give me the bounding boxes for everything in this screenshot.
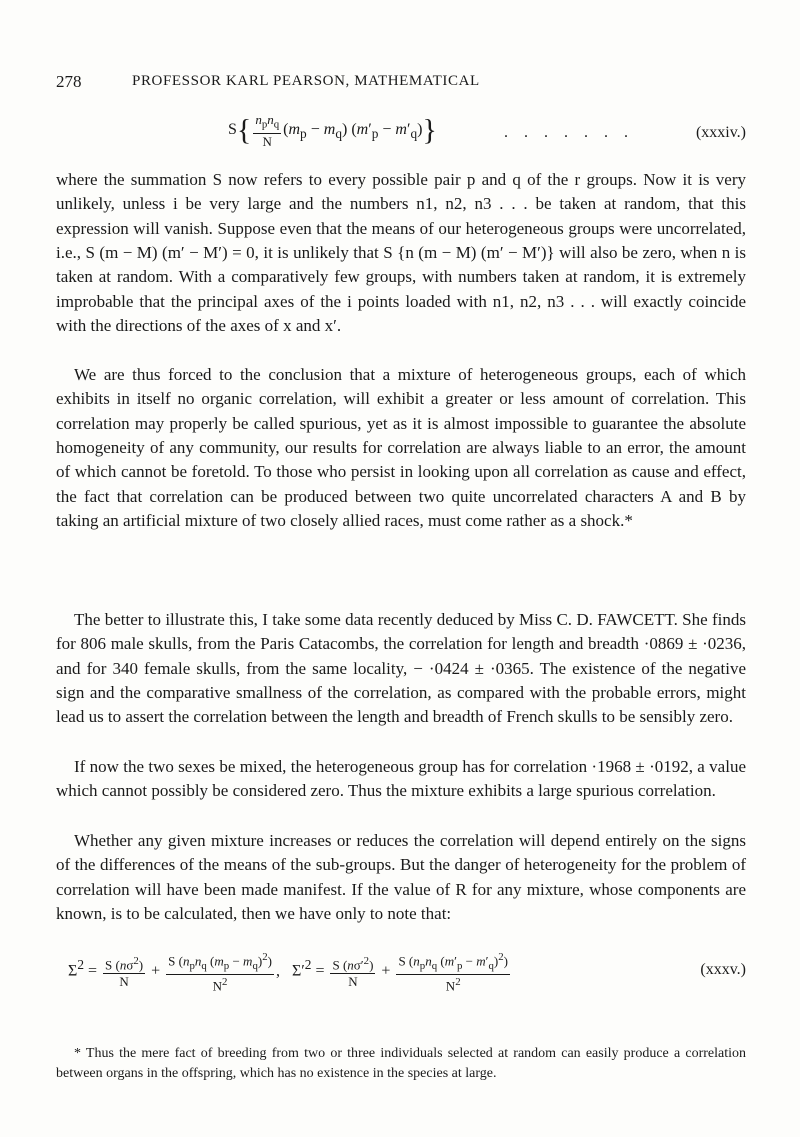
equation-xxxiv-body: S{ $\frac{n_pn_q}{N}$ $(m_p - m_q) (m'_p - m'_q)$} xyxy=(228,112,437,149)
equation-xxxv xyxy=(68,948,746,998)
paragraph-conclusion xyxy=(56,363,746,533)
equation-number: (xxxiv.) xyxy=(695,124,746,141)
footnote xyxy=(56,1044,746,1084)
paragraph-fawcett-data xyxy=(56,608,746,730)
paragraph-text: If now the two sexes be mixed, the heterogeneous group has for correlation ·1968 ± ·0192, a value which cannot possibly be considered zero. Thus the mixture exhibits a large spurious correlation. xyxy=(56,757,746,801)
paragraph-text: where the summation S now refers to every possible pair p and q of the r groups. Now it is very unlikely, unless i be very large and the numbers n1, n2, n3 . . . be taken at random, that this expression will vanish. Suppose even that the means of our heterogeneous groups were uncorrelated, i.e., S (m − M) (m′ − M′) = 0, it is unlikely that S {n (m − M) (m′ − M′)} will also be zero, when n is taken at random. With a comparatively few groups, with numbers taken at random, it is extremely improbable that the principal axes of the i points loaded with n1, n2, n3 . . . will exactly coincide with the directions of the axes of x and x′. xyxy=(56,170,746,336)
page-number: 278 xyxy=(56,72,82,91)
leader-dots: . . . . . . . xyxy=(504,124,634,141)
paragraph-summation xyxy=(56,168,746,338)
running-head: PROFESSOR KARL PEARSON, MATHEMATICAL xyxy=(132,73,480,89)
equation-xxxv-body: $\Sigma^2$ = $\frac{S (n\sigma^2)}{N}$ + $\frac{S (n_pn_q (m_p - m_q)^2)}{N^2}$ , $\Sigma'^2$ = $\frac{S (n\sigma'^2)}{N}$ + $\frac{S (n_pn_q (m'_p - m'_q)^2)}{N^2}$ xyxy=(68,951,508,994)
footnote-text: * Thus the mere fact of breeding from two or three individuals selected at random can easily produce a correlation between organs in the offspring, which has no existence in the species at large. xyxy=(56,1046,746,1081)
equation-xxxiv xyxy=(228,112,746,154)
paragraph-text: Whether any given mixture increases or reduces the correlation will depend entirely on the signs of the differences of the means of the sub-groups. But the danger of heterogeneity for the problem of correlation will have been made manifest. If the value of R for any mixture, whose components are known, is to be calculated, then we have only to note that: xyxy=(56,831,746,924)
paragraph-mixed-sexes xyxy=(56,755,746,804)
paragraph-text: We are thus forced to the conclusion that a mixture of heterogeneous groups, each of which exhibits in itself no organic correlation, will exhibit a greater or less amount of correlation. This correlation may properly be called spurious, yet as it is almost impossible to guarantee the absolute homogeneity of any community, our results for correlation are always liable to an error, the amount of which cannot be foretold. To those who persist in looking upon all correlation as cause and effect, the fact that correlation can be produced between two quite uncorrelated characters A and B by taking an artificial mixture of two closely allied races, must come rather as a shock.* xyxy=(56,365,746,531)
paragraph-mixture xyxy=(56,829,746,926)
page-header xyxy=(56,72,746,96)
equation-number: (xxxv.) xyxy=(700,961,746,978)
paragraph-text: The better to illustrate this, I take some data recently deduced by Miss C. D. FAWCETT. She finds for 806 male skulls, from the Paris Catacombs, the correlation for length and breadth ·0869 ± ·0236, and for 340 female skulls, from the same locality, − ·0424 ± ·0365. The existence of the negative sign and the comparative smallness of the correlation, as compared with the probable errors, might lead us to assert the correlation between the length and breadth of French skulls to be sensibly zero. xyxy=(56,610,746,727)
